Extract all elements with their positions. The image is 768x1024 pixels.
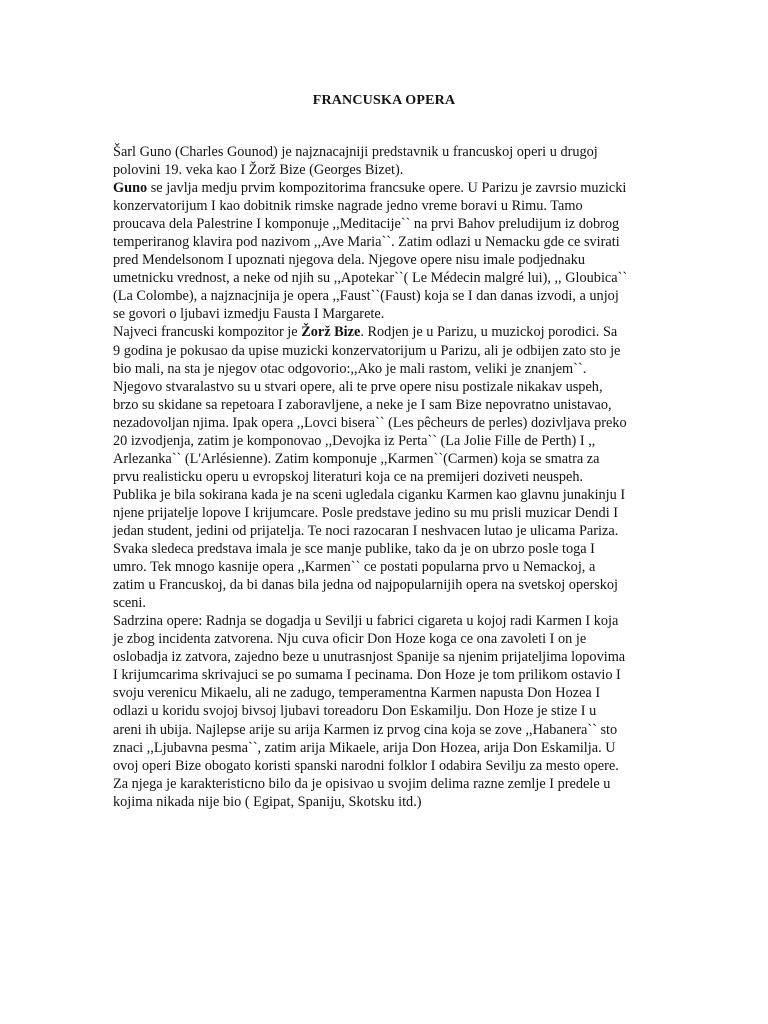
text-run: zatim u Francuskoj, da bi danas bila jedna od najpopularnijih opera na svetskoj operskoj — [113, 577, 619, 594]
text-line — [113, 522, 661, 540]
text-line — [113, 666, 661, 684]
text-line — [113, 612, 661, 630]
text-run: umro. Tek mnogo kasnije opera ,,Karmen`` ce postati popularna prvo u Nemackoj, a — [113, 559, 596, 576]
text-line — [113, 739, 661, 757]
page-title: FRANCUSKA OPERA — [312, 93, 456, 108]
text-line — [113, 215, 661, 233]
text-run: Sadrzina opere: Radnja se dogadja u Sevilji u fabrici cigareta u kojoj radi Karmen I koja — [113, 613, 619, 630]
text-run: se javlja medju prvim kompozitorima francsuke opere. U Parizu je zavrsio muzicki — [147, 180, 627, 197]
text-run: nezadovoljan njima. Ipak opera ,,Lovci bisera`` (Les pêcheurs de perles) dozivljava preko — [113, 414, 627, 431]
text-line — [113, 323, 661, 341]
text-run: polovini 19. veka kao I Žorž Bize (Georges Bizet). — [113, 162, 404, 179]
text-line — [113, 287, 661, 305]
text-line — [113, 594, 661, 612]
text-line — [113, 450, 661, 468]
bold-name: Guno — [113, 180, 148, 197]
text-line — [113, 269, 661, 287]
text-line — [113, 793, 661, 811]
text-run: kojima nikada nije bio ( Egipat, Spaniju, Skotsku itd.) — [113, 793, 422, 810]
text-run: se govori o ljubavi izmedju Fausta I Margarete. — [113, 306, 385, 323]
text-run: umetnicku vrednost, a neke od njih su ,,Apotekar``( Le Médecin malgré lui), ,, Gloubica`` — [113, 270, 628, 287]
text-run: 9 godina je pokusao da upise muzicki konzervatorijum u Parizu, ali je odbijen zato sto je — [113, 342, 621, 359]
text-run: Arlezanka`` (L'Arlésienne). Zatim komponuje ,,Karmen``(Carmen) koja se smatra za — [113, 450, 600, 467]
text-line — [113, 179, 661, 197]
text-run: Svaka sledeca predstava imala je sce manje publike, tako da je on ubrzo posle toga I — [113, 541, 595, 558]
text-run: I krijumcarima skrivajuci se po sumama I pecinama. Don Hoze je tom prilikom ostavio I — [113, 667, 621, 684]
text-line — [113, 486, 661, 504]
text-run: jedan student, jedini od prijatelja. Te noci razocaran I neshvacen lutao je ulicama Pariza. — [113, 522, 619, 539]
text-line — [113, 342, 661, 360]
text-run: bio mali, na sta je njegov otac odgovorio:,,Ako je mali rastom, veliki je znanjem``. — [113, 360, 587, 377]
text-line — [113, 233, 661, 251]
text-run: 20 izvodjenja, zatim je komponovao ,,Devojka iz Perta`` (La Jolie Fille de Perth) I ,, — [113, 432, 596, 449]
text-run: areni ih ubija. Najlepse arije su arija Karmen iz prvog cina koja se zove ,,Habanera`` sto — [113, 721, 618, 738]
text-line — [113, 414, 661, 432]
text-run: Njegovo stvaralastvo su u stvari opere, ali te prve opere nisu postizale nikakav uspeh, — [113, 378, 603, 395]
text-run: je zbog incidenta zatvorena. Nju cuva oficir Don Hoze koga ce ona zavoleti I on je — [113, 631, 587, 648]
text-line — [113, 757, 661, 775]
text-line — [113, 702, 661, 720]
text-run: sceni. — [113, 595, 146, 612]
text-line — [113, 468, 661, 486]
text-line — [113, 143, 661, 161]
text-run: oslobadja iz zatvora, zajedno beze u unutrasnjost Spanije sa njenim prijateljima lopovima — [113, 649, 626, 666]
text-run: (La Colombe), a najznacjnija je opera ,,Faust``(Faust) koja se I dan danas izvodi, a unjoj — [113, 288, 619, 305]
text-run: brzo su skidane sa repetoara I zaboravljene, a neke je I sam Bize nepovratno unistavao, — [113, 396, 612, 413]
text-run: odlazi u koridu svojoj bivsoj ljubavi toreadoru Don Eskamilju. Don Hoze je stize I u — [113, 703, 597, 720]
text-line — [113, 396, 661, 414]
text-line — [113, 504, 661, 522]
text-line — [113, 630, 661, 648]
text-run: temperiranog klavira pod nazivom ,,Ave Maria``. Zatim odlazi u Nemacku gde ce svirati — [113, 234, 620, 251]
text-line — [113, 648, 661, 666]
text-run: pred Mendelsonom I upoznati njegova dela. Njegove opere nisu imale podjednaku — [113, 252, 586, 269]
bold-name: Žorž Bize — [301, 324, 361, 341]
text-run: Šarl Guno (Charles Gounod) je najznacajniji predstavnik u francuskoj operi u drugoj — [113, 144, 598, 160]
text-line — [113, 558, 661, 576]
text-line — [113, 432, 661, 450]
text-line — [113, 197, 661, 215]
body-text — [113, 143, 661, 811]
text-line — [113, 378, 661, 396]
text-run: Najveci francuski kompozitor je — [113, 324, 302, 341]
text-run: proucava dela Palestrine I komponuje ,,Meditacije`` na prvi Bahov preludijum iz dobrog — [113, 216, 620, 233]
text-run: svoju verenicu Mikaelu, ali ne zadugo, temperamentna Karmen napusta Don Hozea I — [113, 685, 601, 702]
text-line — [113, 721, 661, 739]
text-line — [113, 251, 661, 269]
text-line — [113, 360, 661, 378]
text-line — [113, 161, 661, 179]
text-run: Publika je bila sokirana kada je na sceni ugledala ciganku Karmen kao glavnu junakinju I — [113, 486, 626, 503]
text-run: . Rodjen je u Parizu, u muzickoj porodici. Sa — [360, 324, 618, 341]
text-run: prvu realisticku operu u evropskoj literaturi koja ce na premijeri doziveti neuspeh. — [113, 468, 584, 485]
text-run: znaci ,,Ljubavna pesma``, zatim arija Mikaele, arija Don Hozea, arija Don Eskamilja. U — [113, 739, 616, 756]
text-line — [113, 576, 661, 594]
text-line — [113, 540, 661, 558]
text-run: njene prijatelje lopove I krijumcare. Posle predstave jedino su mu prisli muzicar Dendi I — [113, 504, 619, 521]
text-run: Za njega je karakteristicno bilo da je opisivao u svojim delima razne zemlje I predele u — [113, 775, 611, 792]
text-line — [113, 684, 661, 702]
text-line — [113, 305, 661, 323]
text-line — [113, 775, 661, 793]
text-run: konzervatorijum I kao dobitnik rimske nagrade jedno vreme boravi u Rimu. Tamo — [113, 198, 583, 215]
text-run: ovoj operi Bize obogato koristi spanski narodni folklor I odabira Sevilju za mesto opere. — [113, 757, 619, 774]
